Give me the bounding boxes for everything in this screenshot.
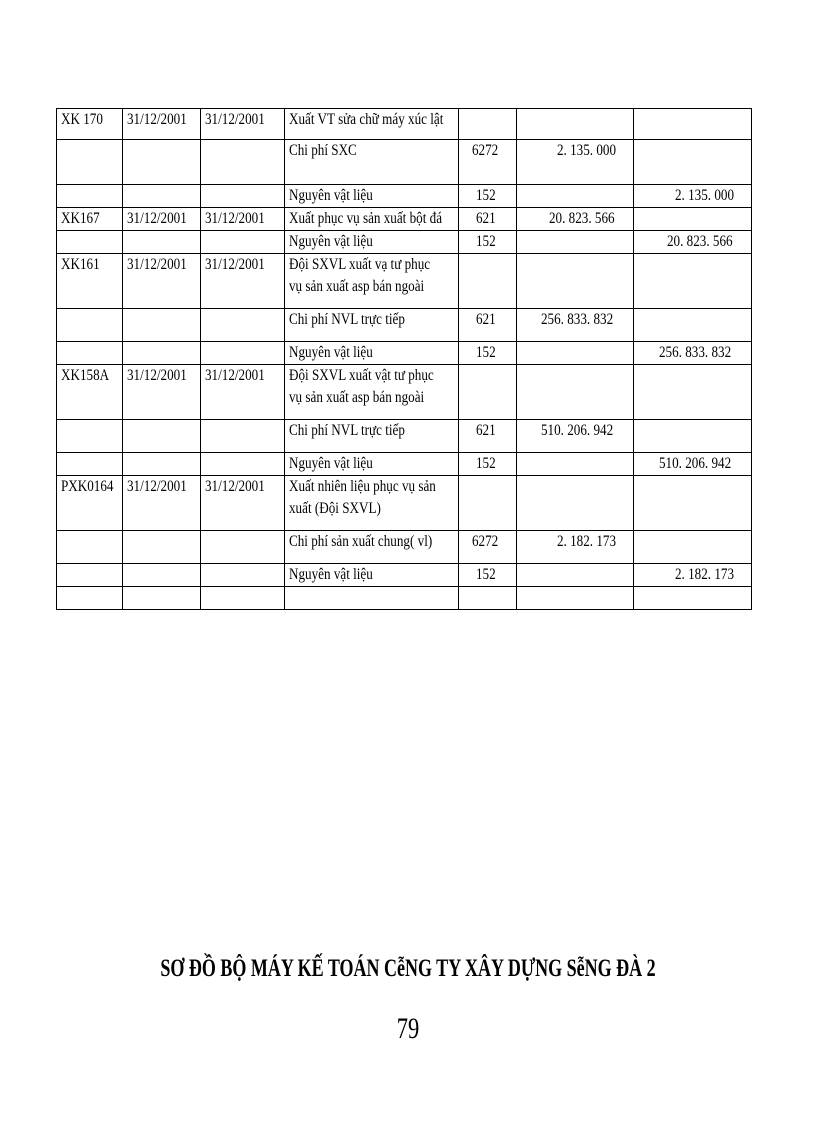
page-number-text: 79: [396, 1012, 420, 1045]
credit-cell: [634, 420, 752, 453]
date-cell: [123, 365, 201, 420]
code-cell-text: XK161: [61, 256, 100, 273]
account-cell: [459, 309, 517, 342]
desc-cell-text-line2: vụ sản xuất asp bán ngoài: [289, 278, 425, 295]
account-cell-text: 621: [475, 311, 496, 328]
account-cell-text: 152: [475, 233, 496, 250]
table-row: [57, 254, 752, 309]
date-cell-text: 31/12/2001: [205, 367, 265, 384]
debit-cell: [517, 140, 634, 185]
debit-cell-text: 256. 833. 832: [541, 311, 614, 328]
code-cell: [57, 254, 123, 309]
table-row: [57, 564, 752, 587]
debit-cell: [517, 420, 634, 453]
credit-cell: [634, 365, 752, 420]
credit-cell: [634, 208, 752, 231]
date-cell: [201, 140, 285, 185]
date-cell-text: 31/12/2001: [205, 210, 265, 227]
account-cell: [459, 564, 517, 587]
debit-cell-text: 2. 135. 000: [557, 142, 617, 159]
debit-cell: [517, 254, 634, 309]
desc-cell-text: Chi phí SXC: [289, 142, 357, 159]
credit-cell: [634, 231, 752, 254]
table-row: [57, 208, 752, 231]
desc-cell: [285, 208, 459, 231]
table-row: [57, 185, 752, 208]
desc-cell: [285, 564, 459, 587]
date-cell: [123, 231, 201, 254]
table-row: [57, 476, 752, 531]
account-cell: [459, 587, 517, 610]
date-cell: [123, 420, 201, 453]
debit-cell: [517, 531, 634, 564]
desc-cell-text: Nguyên vật liệu: [289, 233, 373, 250]
page-number: [0, 1012, 816, 1046]
desc-cell-text: Chi phí NVL trực tiếp: [289, 311, 405, 328]
account-cell-text: 152: [475, 566, 496, 583]
account-cell: [459, 365, 517, 420]
date-cell: [201, 531, 285, 564]
desc-cell-text: Nguyên vật liệu: [289, 187, 373, 204]
date-cell: [123, 309, 201, 342]
account-cell: [459, 453, 517, 476]
table-row: [57, 531, 752, 564]
date-cell: [201, 365, 285, 420]
debit-cell: [517, 185, 634, 208]
date-cell: [123, 564, 201, 587]
desc-cell: [285, 531, 459, 564]
account-cell: [459, 231, 517, 254]
credit-cell-text: 2. 182. 173: [675, 566, 735, 583]
debit-cell: [517, 208, 634, 231]
table-row: [57, 140, 752, 185]
credit-cell: [634, 140, 752, 185]
desc-cell: [285, 342, 459, 365]
credit-cell: [634, 109, 752, 140]
table-row: [57, 309, 752, 342]
table-row: [57, 587, 752, 610]
code-cell: [57, 342, 123, 365]
date-cell-text: 31/12/2001: [127, 367, 187, 384]
code-cell: [57, 208, 123, 231]
account-cell: [459, 109, 517, 140]
date-cell: [201, 420, 285, 453]
debit-cell: [517, 564, 634, 587]
desc-cell-text-line2: xuất (Đội SXVL): [289, 500, 381, 517]
desc-cell-text: Xuất VT sửa chữ máy xúc lật: [289, 111, 444, 128]
date-cell: [201, 476, 285, 531]
account-cell-text: 621: [475, 422, 496, 439]
date-cell: [123, 587, 201, 610]
date-cell: [201, 453, 285, 476]
credit-cell: [634, 342, 752, 365]
date-cell: [123, 185, 201, 208]
account-cell-text: 152: [475, 187, 496, 204]
debit-cell: [517, 365, 634, 420]
date-cell: [201, 342, 285, 365]
credit-cell: [634, 185, 752, 208]
date-cell-text: 31/12/2001: [205, 111, 265, 128]
desc-cell-text: Nguyên vật liệu: [289, 455, 373, 472]
date-cell: [123, 476, 201, 531]
credit-cell-text: 2. 135. 000: [675, 187, 735, 204]
ledger-body: [57, 109, 752, 610]
desc-cell-text: Xuất nhiên liệu phục vụ sản: [289, 478, 436, 495]
date-cell-text: 31/12/2001: [127, 478, 187, 495]
debit-cell: [517, 309, 634, 342]
title-text: SƠ ĐỒ BỘ MÁY KẾ TOÁN CễNG TY XÂY DỰNG SễNG ĐÀ 2: [160, 955, 656, 982]
code-cell-text: XK158A: [61, 367, 110, 384]
code-cell: [57, 109, 123, 140]
code-cell: [57, 231, 123, 254]
table-row: [57, 453, 752, 476]
credit-cell-text: 20. 823. 566: [667, 233, 733, 250]
date-cell: [201, 231, 285, 254]
date-cell: [201, 564, 285, 587]
date-cell: [123, 208, 201, 231]
debit-cell: [517, 476, 634, 531]
desc-cell-text: Đội SXVL xuất vạ tư phục: [289, 256, 431, 273]
account-cell-text: 6272: [471, 142, 498, 159]
desc-cell-text: Đội SXVL xuất vật tư phục: [289, 367, 434, 384]
code-cell: [57, 185, 123, 208]
date-cell: [123, 342, 201, 365]
date-cell: [201, 185, 285, 208]
desc-cell-text: Chi phí sản xuất chung( vl): [289, 533, 433, 550]
account-cell: [459, 140, 517, 185]
desc-cell: [285, 254, 459, 309]
date-cell-text: 31/12/2001: [205, 478, 265, 495]
desc-cell: [285, 453, 459, 476]
table-row: [57, 365, 752, 420]
table-row: [57, 231, 752, 254]
credit-cell: [634, 309, 752, 342]
date-cell: [123, 140, 201, 185]
account-cell: [459, 531, 517, 564]
desc-cell: [285, 476, 459, 531]
account-cell: [459, 185, 517, 208]
debit-cell-text: 20. 823. 566: [549, 210, 615, 227]
code-cell: [57, 564, 123, 587]
account-cell: [459, 476, 517, 531]
credit-cell: [634, 531, 752, 564]
account-cell: [459, 342, 517, 365]
desc-cell: [285, 231, 459, 254]
code-cell: [57, 365, 123, 420]
desc-cell: [285, 185, 459, 208]
desc-cell-text: Chi phí NVL trực tiếp: [289, 422, 405, 439]
credit-cell: [634, 453, 752, 476]
credit-cell: [634, 476, 752, 531]
date-cell: [201, 208, 285, 231]
account-cell: [459, 208, 517, 231]
debit-cell: [517, 342, 634, 365]
code-cell-text: PXK0164: [61, 478, 114, 495]
table-row: [57, 109, 752, 140]
desc-cell-text: Nguyên vật liệu: [289, 344, 373, 361]
date-cell: [123, 531, 201, 564]
date-cell: [123, 453, 201, 476]
code-cell-text: XK167: [61, 210, 100, 227]
table-row: [57, 420, 752, 453]
date-cell: [201, 587, 285, 610]
code-cell: [57, 309, 123, 342]
debit-cell-text: 510. 206. 942: [541, 422, 614, 439]
credit-cell: [634, 587, 752, 610]
credit-cell-text: 510. 206. 942: [659, 455, 732, 472]
account-cell-text: 152: [475, 455, 496, 472]
table-row: [57, 342, 752, 365]
desc-cell-text: Xuất phục vụ sản xuất bột đá: [289, 210, 443, 227]
date-cell-text: 31/12/2001: [127, 210, 187, 227]
debit-cell: [517, 587, 634, 610]
code-cell: [57, 476, 123, 531]
date-cell: [201, 254, 285, 309]
date-cell: [201, 309, 285, 342]
code-cell: [57, 453, 123, 476]
account-cell: [459, 254, 517, 309]
code-cell: [57, 587, 123, 610]
ledger-table: [56, 108, 752, 610]
date-cell-text: 31/12/2001: [127, 256, 187, 273]
date-cell-text: 31/12/2001: [127, 111, 187, 128]
credit-cell: [634, 254, 752, 309]
debit-cell-text: 2. 182. 173: [557, 533, 617, 550]
date-cell: [123, 109, 201, 140]
desc-cell-text-line2: vụ sản xuất asp bán ngoài: [289, 389, 425, 406]
desc-cell: [285, 365, 459, 420]
desc-cell: [285, 587, 459, 610]
desc-cell: [285, 109, 459, 140]
page-title: [0, 955, 816, 983]
account-cell-text: 621: [475, 210, 496, 227]
account-cell-text: 6272: [471, 533, 498, 550]
credit-cell: [634, 564, 752, 587]
credit-cell-text: 256. 833. 832: [659, 344, 732, 361]
debit-cell: [517, 453, 634, 476]
code-cell: [57, 420, 123, 453]
code-cell-text: XK 170: [61, 111, 103, 128]
desc-cell: [285, 140, 459, 185]
debit-cell: [517, 109, 634, 140]
account-cell-text: 152: [475, 344, 496, 361]
desc-cell-text: Nguyên vật liệu: [289, 566, 373, 583]
date-cell: [201, 109, 285, 140]
desc-cell: [285, 309, 459, 342]
code-cell: [57, 531, 123, 564]
account-cell: [459, 420, 517, 453]
debit-cell: [517, 231, 634, 254]
code-cell: [57, 140, 123, 185]
date-cell-text: 31/12/2001: [205, 256, 265, 273]
date-cell: [123, 254, 201, 309]
desc-cell: [285, 420, 459, 453]
